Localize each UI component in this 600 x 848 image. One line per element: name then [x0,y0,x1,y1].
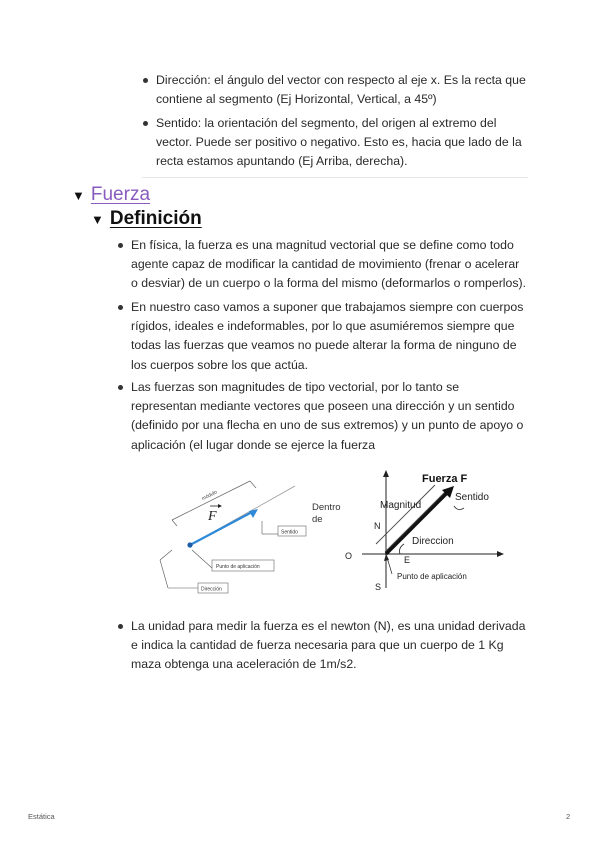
axis-south-label: S [375,582,382,592]
list-item: La unidad para medir la fuerza es el newton (N), es una unidad derivada e indica la cantidad de fuerza necesaria para que un cuerpo de 1 Kg maza obtenga una aceleración de 1m/s2. [131,617,528,675]
axis-west-label: O [345,551,353,561]
toggle-triangle-icon[interactable]: ▼ [72,187,85,203]
vector-diagram [150,468,310,598]
sentido-label: Sentido [455,492,489,503]
divider [142,177,528,178]
modulo-label: módulo [200,489,219,503]
subsection-heading-definicion[interactable] [91,208,202,230]
axis-north-label: N [374,521,381,531]
sentido-label: Sentido [281,529,298,536]
punto-aplicacion-label: Punto de aplicación [397,572,467,581]
list-item: En nuestro caso vamos a suponer que trabajamos siempre con cuerpos rígidos, ideales e indeformables, por lo que asumiéremos siempre que todas las fuerzas que veamos no puede alterar la forma de ninguno de los cuerpos sobre los que actúa. [131,298,528,375]
vector-symbol: F [208,509,217,524]
compass-force-diagram [340,466,520,592]
section-title: Fuerza [90,184,151,205]
axis-east-label: E [404,555,411,565]
subsection-title: Definición [109,208,202,229]
page-number: 2 [566,812,571,821]
list-item: Sentido: la orientación del segmento, del origen al extremo del vector. Puede ser positivo o negativo. Esto es, hacia que lado de la recta estamos apuntando (Ej Arriba, derecha). [156,114,528,172]
punto-aplicacion-label: Punto de aplicación [216,564,260,570]
toggle-triangle-icon[interactable]: ▼ [91,211,104,227]
list-item: Dirección: el ángulo del vector con respecto al eje x. Es la recta que contiene al segmento (Ej Horizontal, Vertical, a 45º) [156,71,528,109]
fuerza-f-title: Fuerza F [422,473,468,485]
direccion-label: Dirección [201,586,222,593]
list-item: En física, la fuerza es una magnitud vectorial que se define como todo agente capaz de modificar la cantidad de movimiento (frenar o acelerar o desviar) de un cuerpo o la forma del mismo (deformarlos o romperlos). [131,236,528,294]
magnitud-label: Magnitud [380,500,422,511]
footer-title: Estática [28,812,55,821]
figure-middle-text: Dentro de [312,502,341,525]
section-heading-fuerza[interactable] [72,184,150,206]
list-item: Las fuerzas son magnitudes de tipo vectorial, por lo tanto se representan mediante vectores que poseen una dirección y un sentido (definido por una flecha en uno de sus extremos) y un punto de apoyo o aplicación (el lugar donde se ejerce la fuerza [131,378,528,455]
direccion-label: Direccion [412,536,454,547]
